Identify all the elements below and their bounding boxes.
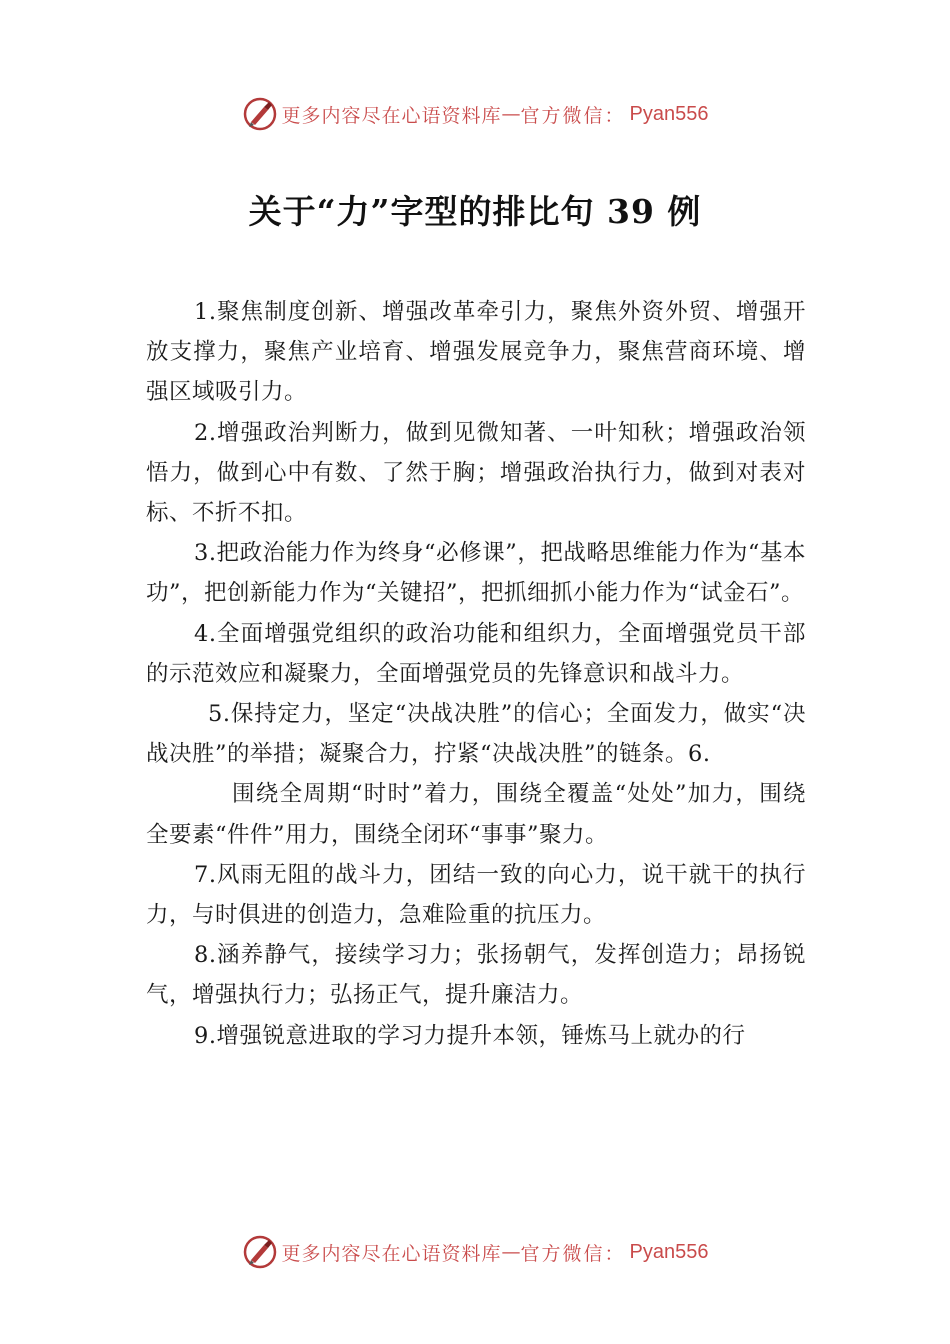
document-title: 关于“力”字型的排比句 39 例	[248, 192, 702, 231]
paragraph-2: 2.增强政治判断力，做到见微知著、一叶知秋；增强政治领悟力，做到心中有数、了然于胸；增强政治执行力，做到对表对标、不折不扣。	[146, 419, 806, 527]
watermark-dash: —	[501, 1241, 521, 1263]
paragraph-7: 7.风雨无阻的战斗力，团结一致的向心力，说干就干的执行力，与时俱进的创造力，急难险重的抗压力。	[146, 861, 806, 929]
footer-watermark	[0, 1230, 950, 1274]
watermark-dash: —	[501, 103, 521, 125]
paragraph-8: 8.涵养静气，接续学习力；张扬朝气，发挥创造力；昂扬锐气，增强执行力；弘扬正气，提升廉洁力。	[146, 942, 806, 1009]
watermark-brand: 更多内容尽在心语资料库	[281, 104, 502, 127]
paragraph-1: 1.聚焦制度创新、增强改革牵引力，聚焦外资外贸、增强开放支撑力，聚焦产业培育、增强发展竞争力，聚焦营商环境、增强区域吸引力。	[146, 299, 806, 406]
watermark-wechat-label: 官方微信：	[520, 1242, 626, 1265]
watermark-wechat-handle: Pyan556	[629, 102, 709, 125]
paragraph-3: 3.把政治能力作为终身“必修课”，把战略思维能力作为“基本功”，把创新能力作为“关键招”，把抓细抓小能力作为“试金石”。	[146, 540, 806, 607]
watermark-wechat-label: 官方微信：	[520, 104, 626, 127]
pen-logo-icon	[242, 96, 278, 132]
paragraph-6: 围绕全周期“时时”着力，围绕全覆盖“处处”加力，围绕全要素“件件”用力，围绕全闭环“事事”聚力。	[146, 781, 806, 848]
paragraph-4: 4.全面增强党组织的政治功能和组织力，全面增强党员干部的示范效应和凝聚力，全面增强党员的先锋意识和战斗力。	[146, 620, 806, 687]
paragraph-9: 9.增强锐意进取的学习力提升本领，锤炼马上就办的行	[194, 1022, 746, 1049]
header-watermark	[0, 92, 950, 136]
watermark-wechat-handle: Pyan556	[629, 1240, 709, 1263]
paragraph-5: 5.保持定力，坚定“决战决胜”的信心；全面发力，做实“决战决胜”的举措；凝聚合力，拧紧“决战决胜”的链条。6.	[146, 701, 806, 768]
watermark-brand: 更多内容尽在心语资料库	[281, 1242, 502, 1265]
pen-logo-icon	[242, 1234, 278, 1270]
document-body	[146, 292, 806, 1056]
